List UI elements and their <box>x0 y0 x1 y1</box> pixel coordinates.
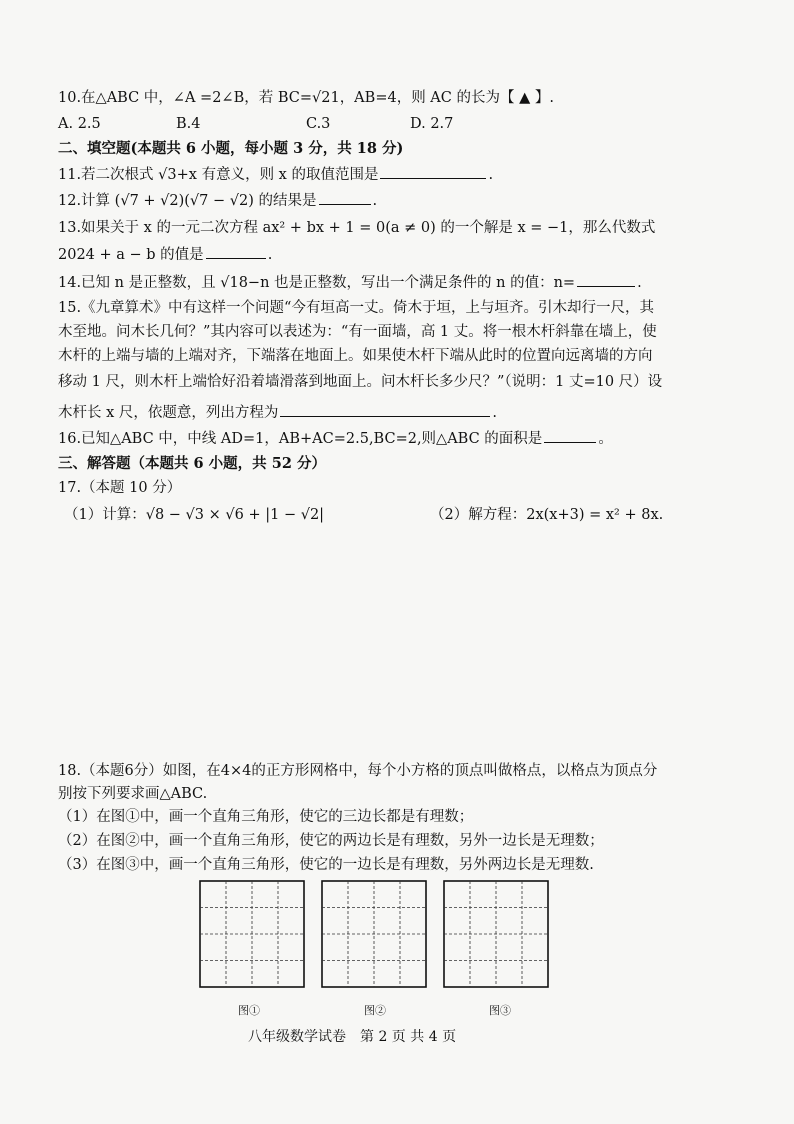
grid-figure-2 <box>321 880 427 988</box>
question-15-line-1: 15.《九章算术》中有这样一个问题“今有垣高一丈。倚木于垣，上与垣齐。引木却行一尺，其 <box>58 300 654 316</box>
question-16-text: 16.已知△ABC 中，中线 AD=1，AB+AC=2.5,BC=2,则△ABC 的面积是 <box>58 431 543 447</box>
grid-figure-3 <box>443 880 549 988</box>
question-11 <box>58 163 754 185</box>
answer-blank <box>380 163 486 179</box>
figure-1-label: 图① <box>238 1004 260 1017</box>
question-12 <box>58 189 754 211</box>
question-12-end: . <box>372 193 378 209</box>
answer-blank <box>319 189 371 205</box>
question-15-line-5 <box>58 401 754 423</box>
answer-blank <box>280 401 490 417</box>
answer-blank <box>544 427 596 443</box>
question-18-line-1: 18.（本题6分）如图，在4×4的正方形网格中，每个小方格的顶点叫做格点，以格点为顶点分 <box>58 763 658 779</box>
figure-2-label: 图② <box>364 1004 386 1017</box>
question-18-sub-2: （2）在图②中，画一个直角三角形，使它的两边长是有理数，另外一边长是无理数； <box>58 833 604 849</box>
question-15-text: 木杆长 x 尺，依题意，列出方程为 <box>58 405 279 421</box>
question-17-part-2: （2）解方程：2x(x+3) = x² + 8x. <box>430 507 664 523</box>
question-18-sub-3: （3）在图③中，画一个直角三角形，使它的一边长是有理数，另外两边长是无理数. <box>58 857 594 873</box>
question-17-title: 17.（本题 10 分） <box>58 480 182 496</box>
answer-blank <box>206 243 266 259</box>
page-footer: 八年级数学试卷 第 2 页 共 4 页 <box>248 1029 457 1045</box>
answer-blank <box>577 271 635 287</box>
question-15-line-3: 木杆的上端与墙的上端对齐，下端落在地面上。如果使木杆下端从此时的位置向远离墙的方向 <box>58 348 653 364</box>
question-18-sub-1: （1）在图①中，画一个直角三角形，使它的三边长都是有理数； <box>58 809 474 825</box>
question-10-stem: 10.在△ABC 中，∠A =2∠B，若 BC=√21，AB=4，则 AC 的长为【 ▲ 】. <box>58 90 554 106</box>
question-13-end: . <box>267 247 273 263</box>
question-11-end: . <box>488 167 494 183</box>
question-11-text: 11.若二次根式 √3+x 有意义，则 x 的取值范围是 <box>58 167 379 183</box>
figure-3-label: 图③ <box>489 1004 511 1017</box>
question-15-end: . <box>492 405 498 421</box>
question-15-line-2: 木至地。问木长几何？”其内容可以表述为：“有一面墙，高 1 丈。将一根木杆斜靠在墙上，使 <box>58 324 657 340</box>
question-13-line-1: 13.如果关于 x 的一元二次方程 ax² + bx + 1 = 0(a ≠ 0) 的一个解是 x = −1，那么代数式 <box>58 220 656 236</box>
section-3-title: 三、解答题（本题共 6 小题，共 52 分） <box>58 455 326 472</box>
question-14 <box>58 271 754 293</box>
question-16 <box>58 427 754 449</box>
question-15-line-4: 移动 1 尺，则木杆上端恰好沿着墙滑落到地面上。问木杆长多少尺？”（说明：1 丈=10 尺）设 <box>58 374 663 390</box>
grid-figure-1 <box>199 880 305 988</box>
question-12-text: 12.计算 (√7 + √2)(√7 − √2) 的结果是 <box>58 193 317 209</box>
question-13-text: 2024 + a − b 的值是 <box>58 247 204 263</box>
question-16-end: 。 <box>598 431 613 447</box>
section-2-title: 二、填空题(本题共 6 小题，每小题 3 分，共 18 分) <box>58 140 404 157</box>
option-b: B.4 <box>176 116 201 132</box>
question-14-end: . <box>637 275 642 291</box>
option-a: A. 2.5 <box>58 116 101 132</box>
option-c: C.3 <box>306 116 331 132</box>
question-13-line-2 <box>58 243 754 265</box>
question-17-part-1: （1）计算：√8 − √3 × √6 + |1 − √2| <box>64 507 325 523</box>
question-18-line-2: 别按下列要求画△ABC. <box>58 786 208 802</box>
question-14-text: 14.已知 n 是正整数，且 √18−n 也是正整数，写出一个满足条件的 n 的值：n= <box>58 275 576 291</box>
option-d: D. 2.7 <box>410 116 454 132</box>
